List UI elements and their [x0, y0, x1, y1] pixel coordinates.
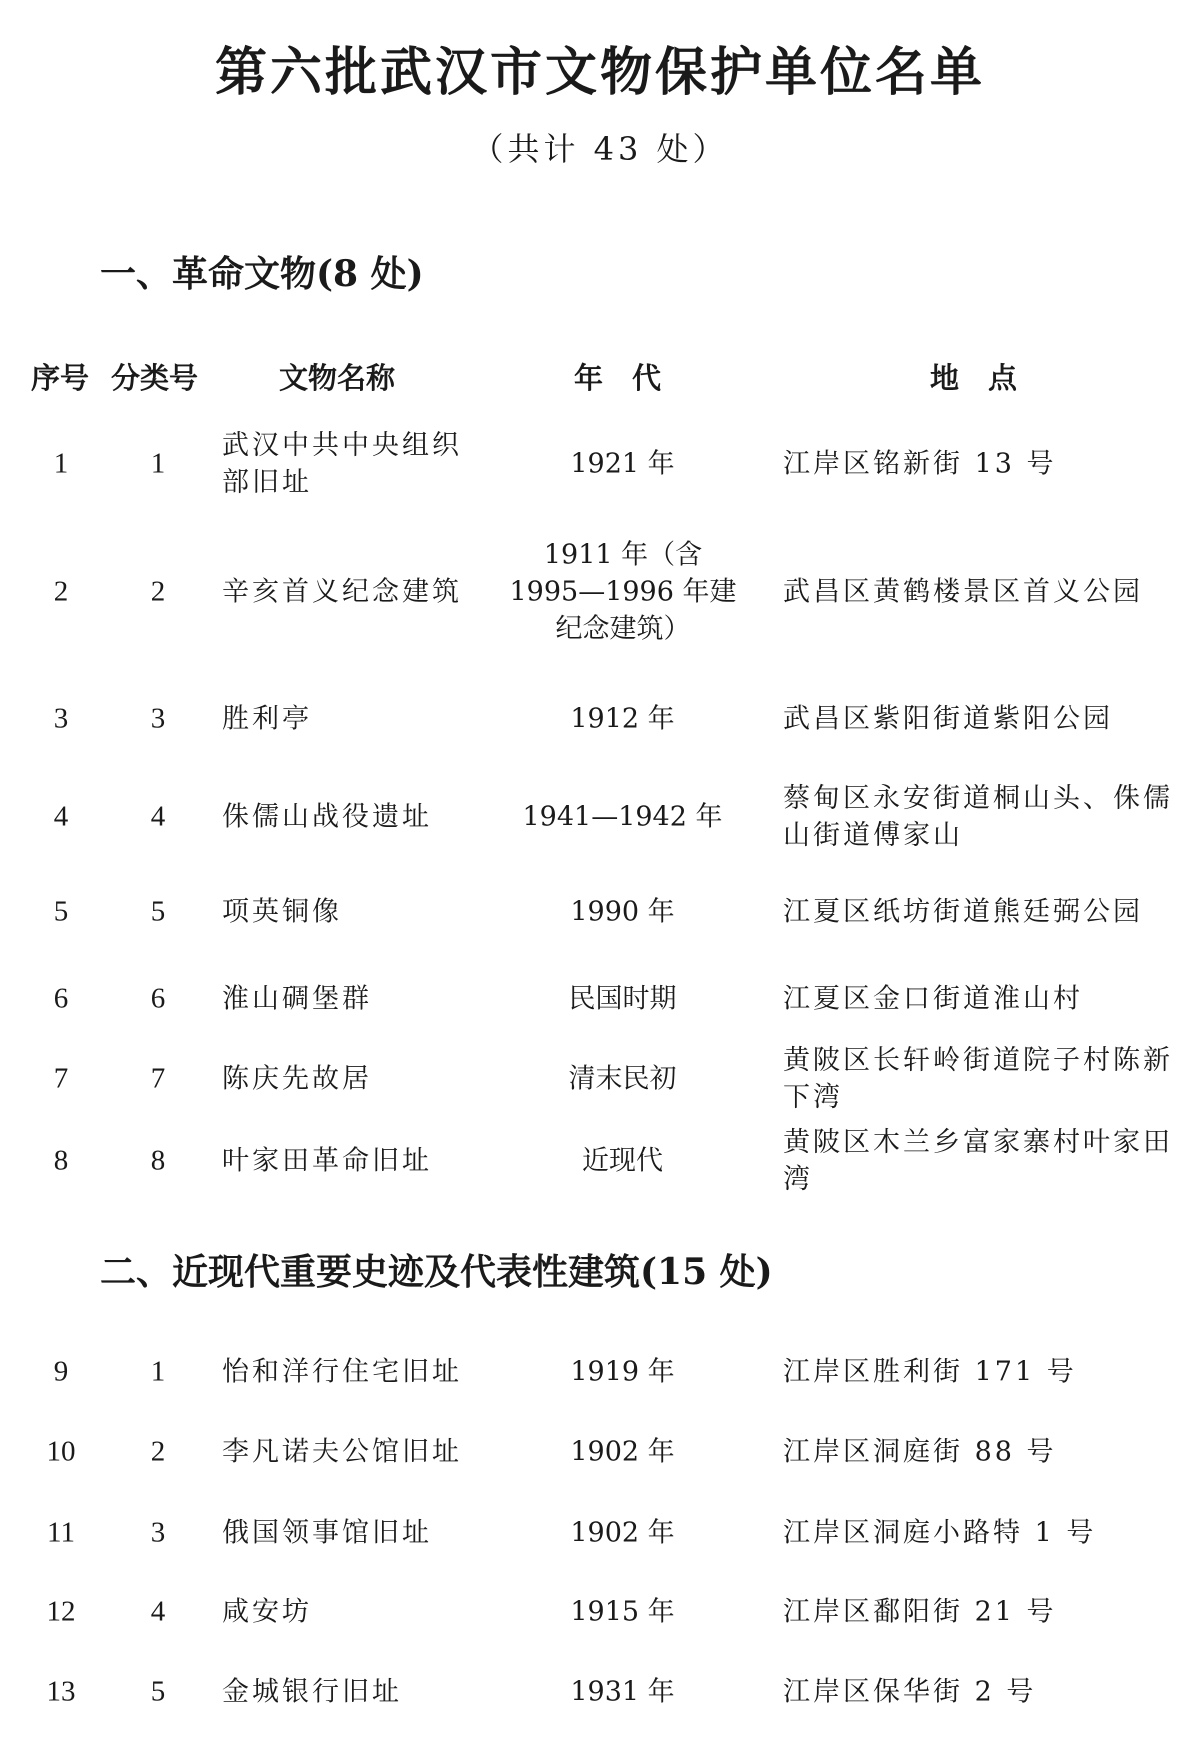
- row-era: 民国时期: [568, 983, 677, 1015]
- row-era: 1921 年: [570, 448, 675, 480]
- row-era: 1919 年: [570, 1356, 675, 1388]
- row-name: 辛亥首义纪念建筑: [222, 576, 462, 608]
- row-location: 江岸区洞庭街 88 号: [783, 1436, 1057, 1468]
- row-name: 陈庆先故居: [222, 1063, 372, 1095]
- section-heading-modern: 二、近现代重要史迹及代表性建筑(15 处): [100, 1251, 773, 1293]
- row-name: 李凡诺夫公馆旧址: [222, 1436, 462, 1468]
- row-era: 1931 年: [570, 1676, 675, 1708]
- table-row: [0, 1101, 1200, 1221]
- row-era: 1911 年（含 1995—1996 年建纪念建筑）: [509, 539, 737, 645]
- row-location: 蔡甸区永安街道桐山头、侏儒山街道傅家山: [783, 783, 1173, 851]
- row-name: 叶家田革命旧址: [222, 1145, 432, 1177]
- row-era: 1941—1942 年: [522, 801, 723, 833]
- row-location: 武昌区紫阳街道紫阳公园: [783, 703, 1113, 735]
- row-category: 2: [150, 575, 166, 608]
- row-category: 7: [150, 1062, 166, 1095]
- table-row: [0, 532, 1200, 652]
- row-category: 5: [150, 895, 166, 928]
- row-name: 咸安坊: [222, 1596, 312, 1628]
- row-location: 江岸区胜利街 171 号: [783, 1356, 1077, 1388]
- header-seq: 序号: [31, 361, 90, 395]
- row-seq: 1: [53, 447, 69, 480]
- row-name: 侏儒山战役遗址: [222, 801, 432, 833]
- row-era: 近现代: [582, 1145, 663, 1177]
- row-seq: 5: [53, 895, 69, 928]
- row-category: 2: [150, 1435, 166, 1468]
- row-location: 江夏区纸坊街道熊廷弼公园: [783, 896, 1143, 928]
- section-heading-revolutionary: 一、革命文物(8 处): [100, 253, 424, 295]
- table-row: [0, 404, 1200, 524]
- header-name: 文物名称: [279, 361, 396, 395]
- row-category: 6: [150, 982, 166, 1015]
- row-seq: 9: [53, 1355, 69, 1388]
- row-era: 1902 年: [570, 1436, 675, 1468]
- header-era: 年 代: [574, 361, 662, 395]
- row-category: 4: [150, 1595, 166, 1628]
- row-seq: 13: [46, 1675, 76, 1708]
- row-era: 1990 年: [570, 896, 675, 928]
- table-row: [0, 1632, 1200, 1752]
- row-location: 江岸区铭新街 13 号: [783, 448, 1057, 480]
- row-category: 1: [150, 447, 166, 480]
- row-era: 1912 年: [570, 703, 675, 735]
- row-category: 5: [150, 1675, 166, 1708]
- row-location: 江岸区保华街 2 号: [783, 1676, 1037, 1708]
- row-category: 3: [150, 702, 166, 735]
- row-era: 清末民初: [568, 1063, 677, 1095]
- header-location: 地 点: [930, 361, 1018, 395]
- row-name: 怡和洋行住宅旧址: [222, 1356, 462, 1388]
- row-location: 黄陂区长轩岭街道院子村陈新下湾: [783, 1045, 1173, 1113]
- row-era: 1902 年: [570, 1517, 675, 1549]
- row-name: 胜利亭: [222, 703, 312, 735]
- row-name: 俄国领事馆旧址: [222, 1517, 432, 1549]
- row-seq: 4: [53, 800, 69, 833]
- row-name: 武汉中共中央组织部旧址: [222, 430, 462, 498]
- page-subtitle: （共计 43 处）: [471, 130, 729, 168]
- row-seq: 2: [53, 575, 69, 608]
- row-location: 江夏区金口街道淮山村: [783, 983, 1083, 1015]
- row-location: 江岸区洞庭小路特 1 号: [783, 1517, 1097, 1549]
- row-name: 项英铜像: [222, 896, 342, 928]
- row-seq: 12: [46, 1595, 76, 1628]
- row-location: 江岸区鄱阳街 21 号: [783, 1596, 1057, 1628]
- row-seq: 7: [53, 1062, 69, 1095]
- row-category: 1: [150, 1355, 166, 1388]
- row-category: 4: [150, 800, 166, 833]
- row-category: 8: [150, 1144, 166, 1177]
- row-seq: 8: [53, 1144, 69, 1177]
- row-era: 1915 年: [570, 1596, 675, 1628]
- row-location: 武昌区黄鹤楼景区首义公园: [783, 576, 1143, 608]
- row-seq: 11: [47, 1516, 75, 1549]
- row-name: 淮山碉堡群: [222, 983, 372, 1015]
- row-seq: 3: [53, 702, 69, 735]
- row-seq: 6: [53, 982, 69, 1015]
- row-seq: 10: [46, 1435, 76, 1468]
- page-title: 第六批武汉市文物保护单位名单: [214, 42, 985, 103]
- row-name: 金城银行旧址: [222, 1676, 402, 1708]
- row-category: 3: [150, 1516, 166, 1549]
- row-location: 黄陂区木兰乡富家寨村叶家田湾: [783, 1127, 1173, 1195]
- header-cat: 分类号: [111, 361, 199, 395]
